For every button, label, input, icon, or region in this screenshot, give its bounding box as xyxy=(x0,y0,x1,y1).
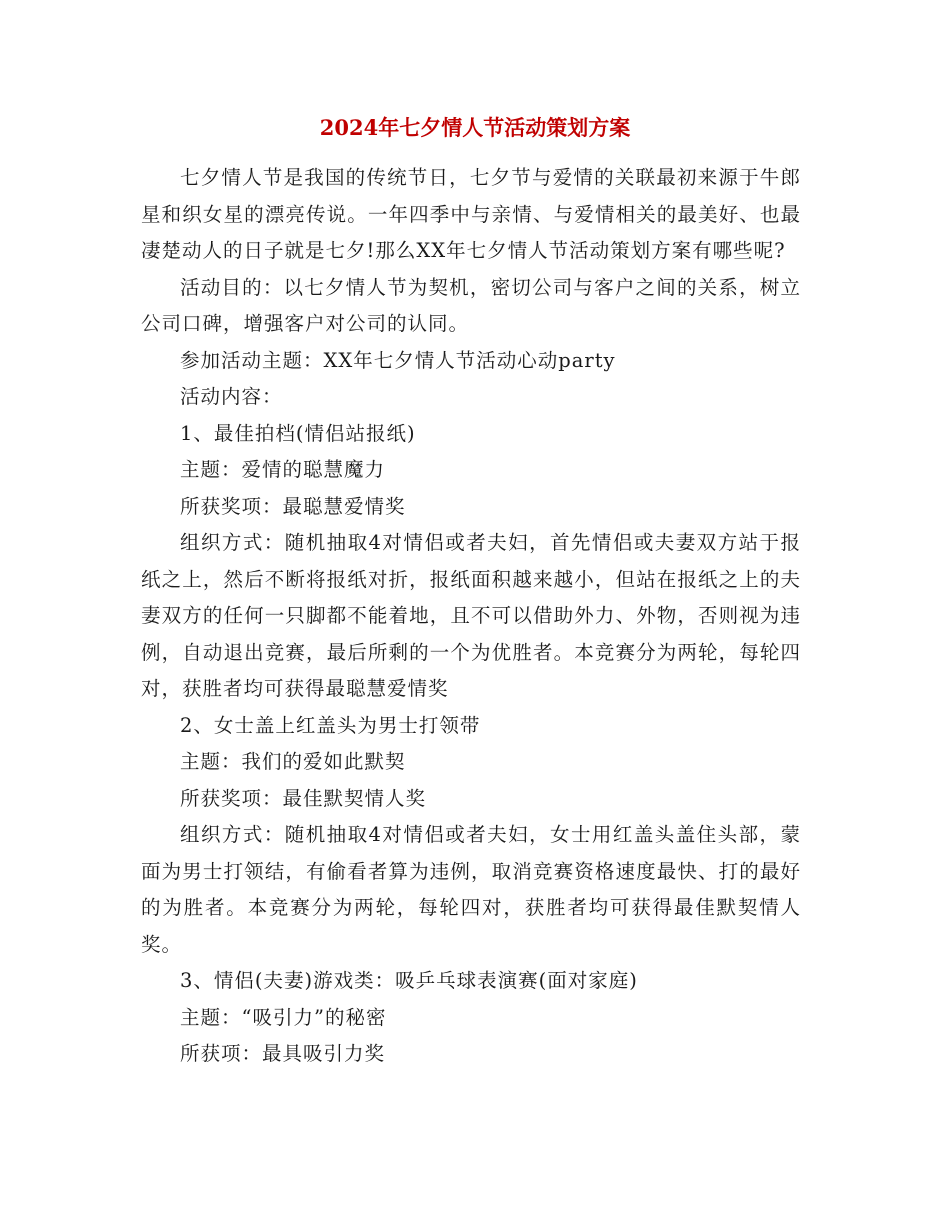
item-1-method: 组织方式：随机抽取4对情侣或者夫妇，首先情侣或夫妻双方站于报纸之上，然后不断将报纸对折，报纸面积越来越小，但站在报纸之上的夫妻双方的任何一只脚都不能着地，且不可以借助外力、外物，否则视为违例，自动退出竞赛，最后所剩的一个为优胜者。本竞赛分为两轮，每轮四对，获胜者均可获得最聪慧爱情奖 xyxy=(141,531,801,700)
document-title: 2024年七夕情人节活动策划方案 xyxy=(319,115,631,140)
item-2-theme: 主题：我们的爱如此默契 xyxy=(180,750,406,773)
content-heading: 活动内容： xyxy=(180,385,283,408)
item-1-heading: 1、最佳拍档(情侣站报纸) xyxy=(180,421,416,445)
item-3-theme: 主题：“吸引力”的秘密 xyxy=(180,1005,387,1029)
item-2-method: 组织方式：随机抽取4对情侣或者夫妇，女士用红盖头盖住头部，蒙面为男士打领结，有偷看者算为违例，取消竞赛资格速度最快、打的最好的为胜者。本竞赛分为两轮，每轮四对，获胜者均可获得最佳默契情人奖。 xyxy=(141,823,801,956)
item-3-award: 所获项：最具吸引力奖 xyxy=(180,1042,386,1065)
item-3-heading: 3、情侣(夫妻)游戏类：吸乒乓球表演赛(面对家庭) xyxy=(180,969,638,992)
purpose-paragraph: 活动目的：以七夕情人节为契机，密切公司与客户之间的关系，树立公司口碑，增强客户对公司的认同。 xyxy=(141,275,801,335)
item-2-award: 所获奖项：最佳默契情人奖 xyxy=(180,786,427,810)
theme-paragraph: 参加活动主题：XX年七夕情人节活动心动party xyxy=(180,348,616,372)
document-body xyxy=(141,160,801,1073)
item-1-theme: 主题：爱情的聪慧魔力 xyxy=(180,458,386,481)
item-1-award: 所获奖项：最聪慧爱情奖 xyxy=(180,494,406,518)
item-2-heading: 2、女士盖上红盖头为男士打领带 xyxy=(180,713,481,737)
intro-paragraph: 七夕情人节是我国的传统节日，七夕节与爱情的关联最初来源于牛郎星和织女星的漂亮传说。一年四季中与亲情、与爱情相关的最美好、也最凄楚动人的日子就是七夕!那么XX年七夕情人节活动策划方案有哪些呢? xyxy=(141,166,801,262)
